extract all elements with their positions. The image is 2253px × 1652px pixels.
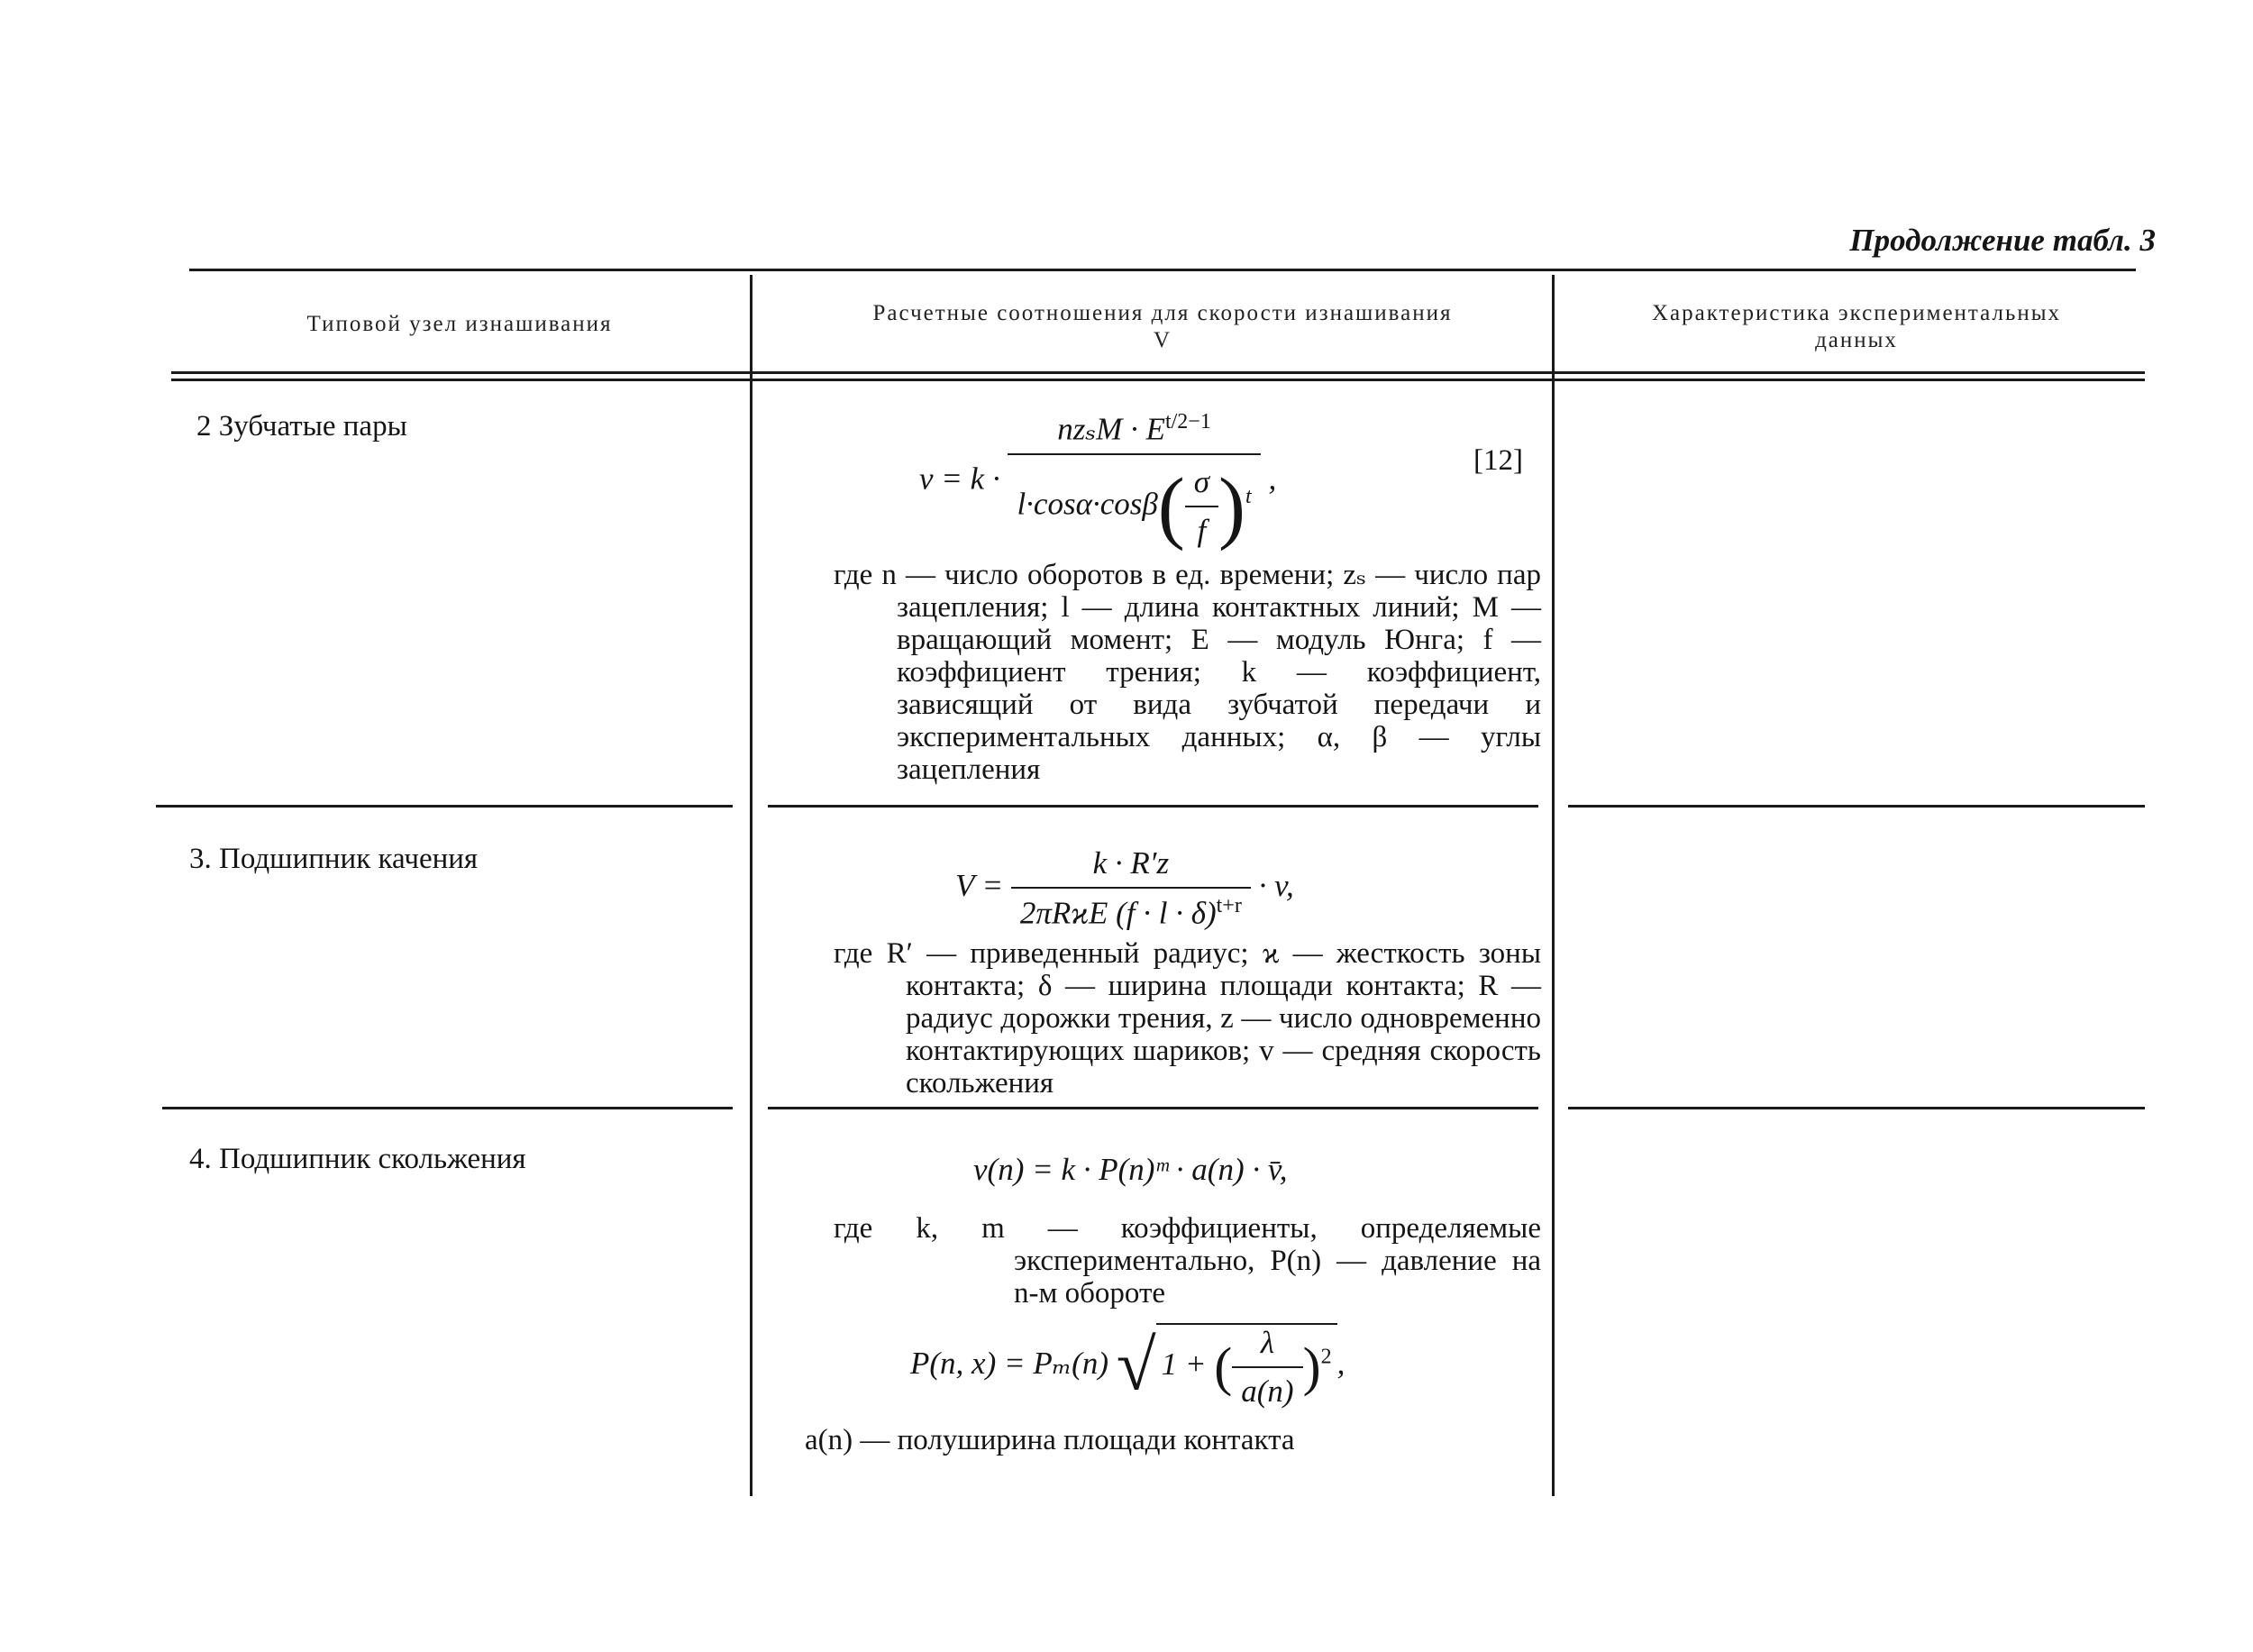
- row-title-rolling-bearing: 3. Подшипник качения: [189, 843, 479, 875]
- formula-fraction: [1008, 410, 1260, 553]
- row-title-gear-pairs: 2 Зубчатые пары: [196, 410, 407, 443]
- header-node-type: Типовой узел изнашивания: [306, 312, 613, 336]
- reference-12: [12]: [1473, 444, 1523, 477]
- formula-inner-fraction: $\frac{\lambda}{a(n)}$: [1232, 1325, 1302, 1410]
- row-title-sliding-bearing: 4. Подшипник скольжения: [189, 1143, 526, 1175]
- row-divider-2b: [768, 1107, 1538, 1109]
- top-rule: [189, 269, 2136, 271]
- description-gear-pairs: где n — число оборотов в ед. времени; zₛ — число пар зацепления; l — длина контактных линий; M — вращающий момент; E — модуль Юнга; f — коэффициент трения; k — коэффициент, зависящий от вида зубчатой передачи и экспериментальных данных; α, β — углы зацепления: [834, 559, 1541, 786]
- formula-rolling-bearing: [955, 845, 1294, 932]
- formula-sliding-bearing-2: P(n, x) = Pₘ(n) √ 1 + ( $\frac{\lambda}{a(n)}$ )$^2$ ,: [910, 1325, 1345, 1409]
- header-rule-2: [171, 379, 2145, 381]
- formula-denominator: 2πRϰE $(f \cdot l \cdot \delta)^{t+r}$: [1011, 887, 1251, 932]
- row-divider-1b: [768, 805, 1538, 808]
- formula-numerator: k · R′z: [1092, 845, 1170, 881]
- formula-fraction: [1011, 845, 1251, 932]
- row-divider-2a: [162, 1107, 733, 1109]
- table-caption: Продолжение табл. 3: [1849, 223, 2156, 258]
- header-rule-1: [171, 371, 2145, 374]
- formula-lhs: V =: [955, 867, 1004, 903]
- formula-sliding-bearing-1: v(n) = k · P(n)ᵐ · a(n) · v̄,: [973, 1152, 1288, 1187]
- formula-lhs: v = k ·: [919, 461, 1000, 497]
- formula-gear-pairs: [919, 410, 1276, 553]
- row-divider-1a: [156, 805, 733, 808]
- note-contact-halfwidth: a(n) — полуширина площади контакта: [805, 1424, 1295, 1456]
- formula-tail: · v,: [1258, 867, 1294, 903]
- formula-inner-fraction: $\frac{\sigma}{f}$: [1185, 464, 1218, 549]
- row-divider-1c: [1568, 805, 2145, 808]
- description-sliding-bearing: где k, m — коэффициенты, определяемые экспериментально, P(n) — давление на n-м обороте: [834, 1212, 1541, 1310]
- formula-numerator: $nz_sM \cdot E^{t/2-1}$: [1057, 410, 1211, 447]
- header-experimental: Характеристика экспериментальных данных: [1651, 301, 2062, 352]
- formula-denominator: l·cosα·cosβ( $\frac{\sigma}{f}$ )$^t$: [1008, 453, 1260, 553]
- column-divider-2: [1552, 275, 1555, 1496]
- formula-tail: ,: [1268, 461, 1277, 497]
- row-divider-2c: [1568, 1107, 2145, 1109]
- header-formulas: Расчетные соотношения для скорости изнашивания V: [872, 301, 1453, 352]
- column-divider-1: [750, 275, 753, 1496]
- description-rolling-bearing: где R′ — приведенный радиус; ϰ — жесткость зоны контакта; δ — ширина площади контакта; R — радиус дорожки трения, z — число одновременно контактирующих шариков; v — средняя скорость скольжения: [834, 937, 1541, 1100]
